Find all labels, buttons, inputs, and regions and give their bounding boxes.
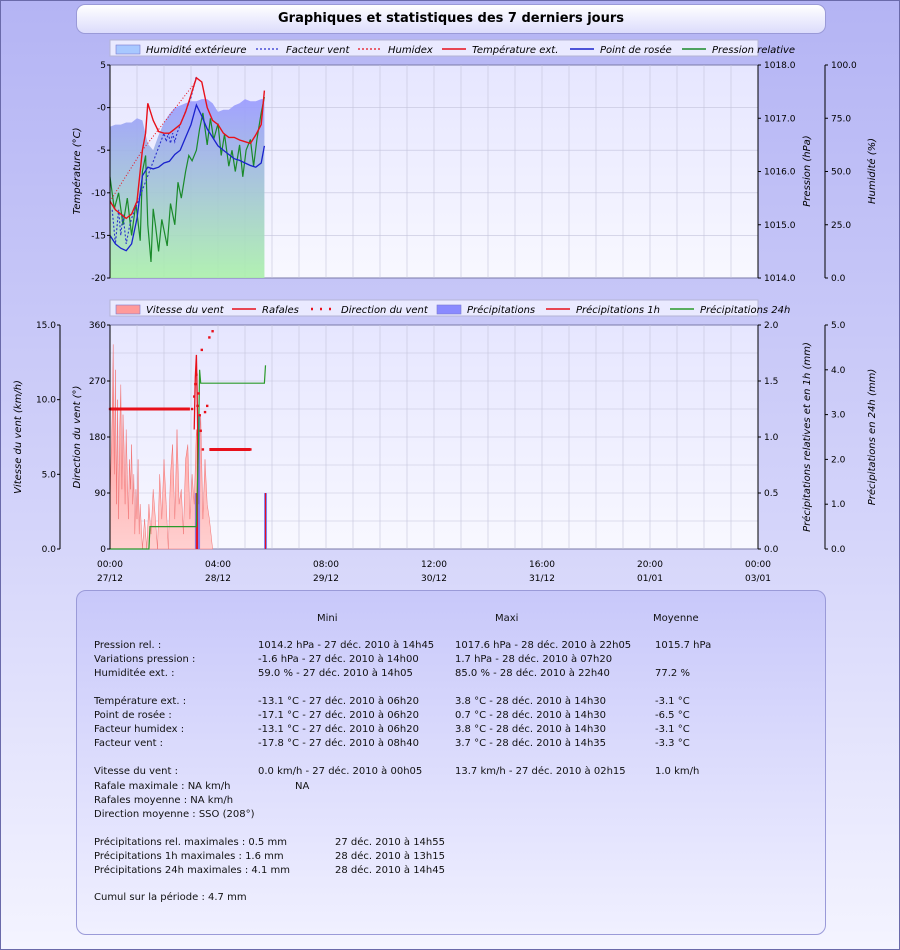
axis-humidite-tick: 75.0 [831,114,852,125]
page-title: Graphiques et statistiques des 7 derniers jours [76,4,826,34]
point-direction [196,405,198,407]
x-tick-time: 00:00 [97,560,123,570]
axis-vitesse-tick: 15.0 [35,321,56,331]
axis-direction-tick: 0 [100,545,106,555]
ylabel-vitesse: Vitesse du vent (km/h) [13,380,24,494]
precip-1h-label: Précipitations 1h maximales : 1.6 mm [94,851,284,862]
stat-mini: -13.1 °C - 27 déc. 2010 à 06h20 [258,696,419,707]
point-direction [195,374,197,376]
stat-label: Humiditée ext. : [94,668,175,679]
precip-24h-date: 28 déc. 2010 à 14h45 [335,865,445,876]
axis-temperature-tick: -15 [91,231,106,242]
x-tick-date: 28/12 [205,574,231,584]
legend-swatch [116,45,140,54]
x-tick-time: 12:00 [421,560,447,570]
stat-label: Facteur humidex : [94,724,185,735]
legend-label: Direction du vent [341,305,428,316]
stat-mini: 0.0 km/h - 27 déc. 2010 à 00h05 [258,766,423,777]
axis-precip-tick: 0.0 [764,545,779,555]
axis-precip-24h-tick: 2.0 [831,455,846,466]
stat-label: Pression rel. : [94,640,162,651]
precip-rel-label: Précipitations rel. maximales : 0.5 mm [94,837,287,848]
axis-temperature-tick: -10 [91,188,106,199]
point-direction [197,392,199,394]
stat-moyenne: -3.1 °C [655,724,690,735]
x-tick-time: 04:00 [205,560,231,570]
axis-pression-tick: 1015.0 [764,220,796,231]
stat-maxi: 3.8 °C - 28 déc. 2010 à 14h30 [455,696,607,707]
point-direction [191,408,193,410]
precip-24h-label: Précipitations 24h maximales : 4.1 mm [94,865,291,876]
rafale-max: Rafale maximale : NA km/h [94,781,231,792]
legend-label: Point de rosée [600,45,672,56]
stat-moyenne: 77.2 % [655,668,690,679]
stat-label: Facteur vent : [94,738,164,749]
legend-label: Vitesse du vent [146,305,224,316]
axis-direction-tick: 360 [88,321,106,331]
stat-maxi: 3.8 °C - 28 déc. 2010 à 14h30 [455,724,607,735]
point-direction [198,414,200,416]
ylabel-pression: Pression (hPa) [802,135,813,207]
axis-vitesse-tick: 10.0 [35,395,56,406]
point-direction [204,411,206,413]
stat-moyenne: -6.5 °C [655,710,690,721]
legend-label: Température ext. [472,45,559,56]
stat-maxi: 1017.6 hPa - 28 déc. 2010 à 22h05 [455,640,632,651]
axis-precip-24h-tick: 0.0 [831,545,846,555]
point-direction [206,405,208,407]
axis-humidite-tick: 100.0 [831,61,857,71]
ylabel-temperature: Température (°C) [72,127,83,215]
axis-humidite-tick: 0.0 [831,274,846,284]
stat-maxi: 0.7 °C - 28 déc. 2010 à 14h30 [455,710,607,721]
stat-moyenne: 1.0 km/h [655,766,700,777]
legend-label: Pression relative [712,45,796,56]
axis-direction-tick: 90 [94,489,106,499]
axis-vitesse-tick: 5.0 [41,470,56,481]
point-direction [194,383,196,385]
axis-temperature-tick: -5 [97,146,106,157]
axis-precip-24h-tick: 3.0 [831,410,846,421]
stat-label: Vitesse du vent : [94,766,178,777]
point-direction [152,408,154,410]
x-tick-time: 00:00 [745,560,771,570]
axis-vitesse-tick: 0.0 [41,545,56,555]
stat-label: Point de rosée : [94,710,172,721]
point-direction [228,448,230,450]
axis-precip-tick: 0.5 [764,489,779,499]
point-direction [211,330,213,332]
header-moyenne: Moyenne [653,613,699,624]
legend-swatch [437,305,461,314]
series-humidite [110,99,264,278]
ylabel-precip-24h: Précipitations en 24h (mm) [867,368,878,506]
stat-maxi: 13.7 km/h - 27 déc. 2010 à 02h15 [455,766,626,777]
header-maxi: Maxi [495,613,519,624]
stat-moyenne: 1015.7 hPa [655,640,712,651]
x-tick-time: 08:00 [313,560,339,570]
stat-moyenne: -3.3 °C [655,738,690,749]
legend-label: Humidité extérieure [146,45,247,56]
axis-precip-tick: 1.5 [764,377,779,387]
legend-label: Précipitations 1h [576,305,660,316]
stat-moyenne: -3.1 °C [655,696,690,707]
axis-precip-tick: 2.0 [764,321,779,331]
legend-label: Précipitations 24h [700,305,791,316]
stat-mini: -17.1 °C - 27 déc. 2010 à 06h20 [258,710,419,721]
stat-mini: -1.6 hPa - 27 déc. 2010 à 14h00 [258,654,419,665]
stat-label: Variations pression : [94,654,196,665]
point-direction [130,408,132,410]
stat-maxi: 85.0 % - 28 déc. 2010 à 22h40 [455,668,610,679]
stat-maxi: 3.7 °C - 28 déc. 2010 à 14h35 [455,738,607,749]
axis-humidite-tick: 50.0 [831,167,852,178]
point-direction [174,408,176,410]
legend-swatch [116,305,140,314]
x-tick-date: 01/01 [637,574,663,584]
legend-label: Rafales [262,305,299,316]
stat-label: Température ext. : [94,696,187,707]
axis-precip-24h-tick: 5.0 [831,321,846,331]
x-tick-date: 03/01 [745,574,771,584]
point-direction [201,349,203,351]
axis-precip-24h-tick: 4.0 [831,365,846,376]
axis-pression-tick: 1018.0 [764,61,796,71]
axis-precip-24h-tick: 1.0 [831,500,846,511]
stats-panel [76,590,826,935]
point-direction [200,430,202,432]
axis-temperature-tick: 5 [100,61,106,71]
ylabel-humidite: Humidité (%) [867,137,878,205]
axis-direction-tick: 270 [88,377,106,387]
stat-mini: -13.1 °C - 27 déc. 2010 à 06h20 [258,724,419,735]
point-direction [193,395,195,397]
axis-pression-tick: 1014.0 [764,274,796,284]
rafales-moyenne: Rafales moyenne : NA km/h [94,795,234,806]
point-direction [208,336,210,338]
x-tick-date: 27/12 [97,574,123,584]
axis-humidite-tick: 25.0 [831,220,852,231]
cumul: Cumul sur la période : 4.7 mm [94,892,247,903]
axis-pression-tick: 1016.0 [764,167,796,178]
x-tick-date: 31/12 [529,574,555,584]
stat-maxi: 1.7 hPa - 28 déc. 2010 à 07h20 [455,654,613,665]
rafale-max-value: NA [295,781,310,792]
stat-mini: -17.8 °C - 27 déc. 2010 à 08h40 [258,738,419,749]
axis-temperature-tick: -0 [97,103,106,114]
ylabel-precip: Précipitations relatives et en 1h (mm) [802,342,813,532]
x-tick-date: 30/12 [421,574,447,584]
axis-precip-tick: 1.0 [764,433,779,443]
precip-rel-date: 27 déc. 2010 à 14h55 [335,837,445,848]
axis-temperature-tick: -20 [91,274,106,284]
stat-mini: 59.0 % - 27 déc. 2010 à 14h05 [258,668,413,679]
ylabel-direction: Direction du vent (°) [72,385,83,489]
axis-pression-tick: 1017.0 [764,114,796,125]
x-tick-time: 20:00 [637,560,663,570]
point-direction [249,448,251,450]
legend-label: Humidex [388,45,433,56]
precip-1h-date: 28 déc. 2010 à 13h15 [335,851,445,862]
axis-direction-tick: 180 [88,433,106,443]
x-tick-time: 16:00 [529,560,555,570]
stat-mini: 1014.2 hPa - 27 déc. 2010 à 14h45 [258,640,435,651]
x-tick-date: 29/12 [313,574,339,584]
header-mini: Mini [317,613,338,624]
legend-label: Précipitations [467,305,536,316]
direction-moyenne: Direction moyenne : SSO (208°) [94,809,255,820]
point-direction [202,448,204,450]
legend-label: Facteur vent [286,45,350,56]
